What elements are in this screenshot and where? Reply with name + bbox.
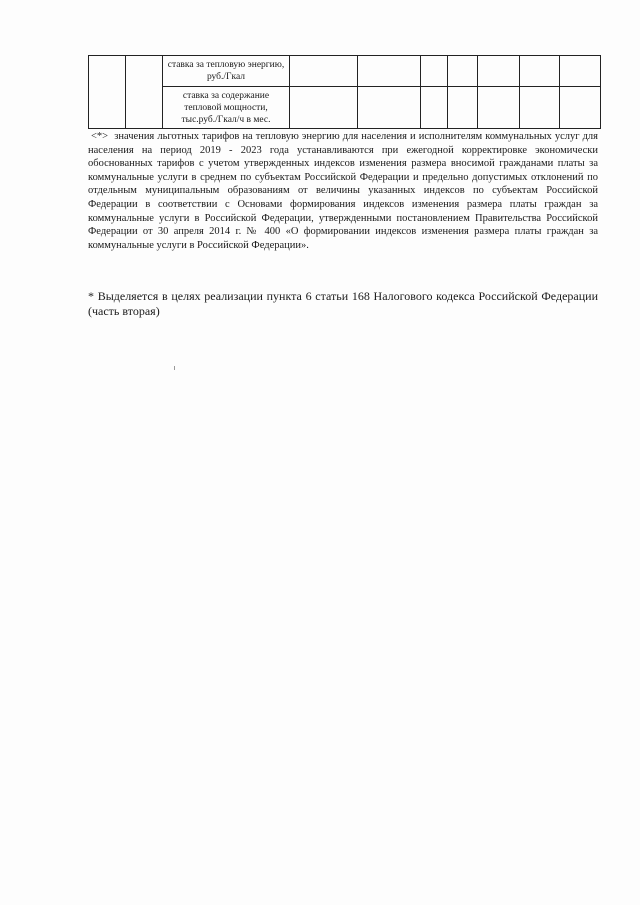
table-cell-empty: [358, 87, 421, 129]
table-cell-empty: [290, 87, 358, 129]
tariff-table: [88, 55, 601, 129]
table-cell-empty: [126, 56, 163, 129]
table-cell-empty: [560, 87, 601, 129]
table-row: [89, 87, 601, 129]
table-cell-empty: [478, 56, 520, 87]
footnote: [88, 130, 598, 252]
footnote-text: значения льготных тарифов на тепловую энергию для населения и исполнителям коммунальных услуг для населения на период 2019 - 2023 года устанавливаются при ежегодной корректировке экономически обоснованных тарифов с учетом утвержденных индексов изменения размера вносимой гражданами платы за коммунальные услуги в среднем по субъектам Российской Федерации и предельно допустимых отклонений по отдельным муниципальным образованиям от величины указанных индексов по субъектам Российской Федерации в соответствии с Основами формирования индексов изменения размера платы граждан за коммунальные услуги в Российской Федерации, утвержденными постановлением Правительства Российской Федерации от 30 апреля 2014 г. № 400 «О формировании индексов изменения размера платы граждан за коммунальные услуги в Российской Федерации».: [88, 131, 599, 251]
scan-speck: [174, 366, 175, 370]
table-cell-empty: [520, 56, 560, 87]
table-cell-empty: [478, 87, 520, 129]
table-cell-empty: [421, 56, 448, 87]
table-cell-empty: [421, 87, 448, 129]
rate-heat-energy-label: ставка за тепловую энергию, руб./Гкал: [163, 56, 290, 87]
footnote-marker: <*>: [91, 131, 109, 142]
table-cell-empty: [560, 56, 601, 87]
table-cell-empty: [448, 87, 478, 129]
table-row: [89, 56, 601, 87]
table-cell-empty: [520, 87, 560, 129]
table-cell-empty: [290, 56, 358, 87]
table-cell-empty: [358, 56, 421, 87]
table-cell-empty: [89, 56, 126, 129]
asterisk-note: * Выделяется в целях реализации пункта 6 статьи 168 Налогового кодекса Российской Федерации (часть вторая): [88, 289, 598, 318]
rate-heat-capacity-label: ставка за содержание тепловой мощности, тыс.руб./Гкал/ч в мес.: [163, 87, 290, 129]
table-cell-empty: [448, 56, 478, 87]
